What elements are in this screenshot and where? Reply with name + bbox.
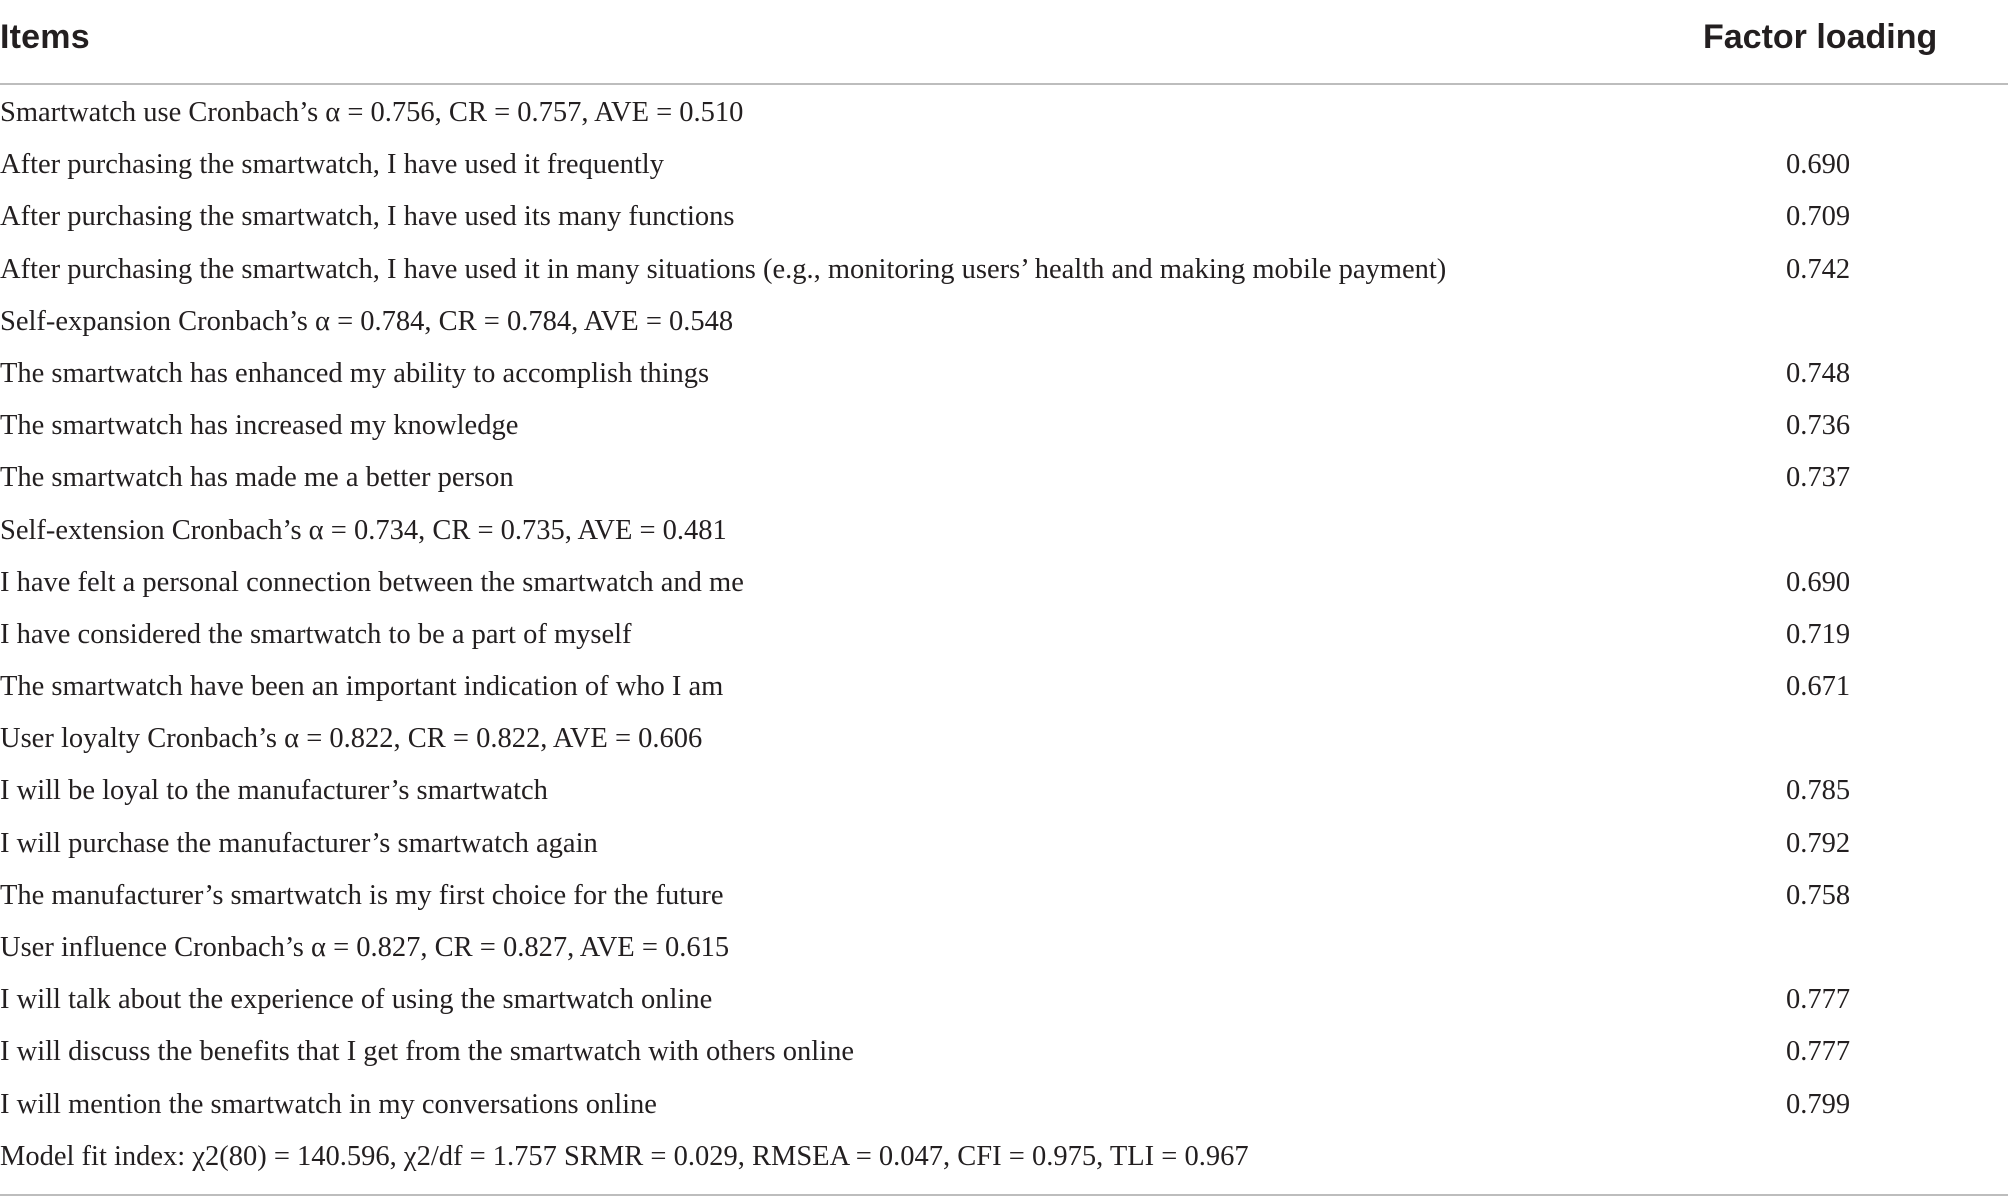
section-row-user-influence [0,924,2008,976]
row-text: The smartwatch has made me a better person [0,462,514,494]
table-row [0,454,2008,506]
row-text: The manufacturer’s smartwatch is my first choice for the future [0,879,724,911]
row-value: 0.719 [1786,618,1851,650]
row-value: 0.748 [1786,357,1851,389]
row-text: Self-extension Cronbach’s α = 0.734, CR = 0.735, AVE = 0.481 [0,514,727,546]
row-text: I have felt a personal connection between the smartwatch and me [0,566,744,598]
section-row-smartwatch-use [0,89,2008,141]
table-row [0,141,2008,193]
row-text: User influence Cronbach’s α = 0.827, CR = 0.827, AVE = 0.615 [0,932,730,963]
row-text: The smartwatch have been an important indication of who I am [0,671,724,703]
row-value: 0.690 [1786,149,1851,181]
row-text: After purchasing the smartwatch, I have used its many functions [0,201,735,233]
model-fit-text: Model fit index: χ2(80) = 140.596, χ2/df = 1.757 SRMR = 0.029, RMSEA = 0.047, CFI = 0.975, TLI = 0.967 [0,1140,1249,1172]
row-value: 0.777 [1786,1036,1851,1068]
row-text: User loyalty Cronbach’s α = 0.822, CR = 0.822, AVE = 0.606 [0,723,703,755]
row-value: 0.785 [1786,775,1851,807]
row-value: 0.792 [1786,827,1851,859]
row-text: I will purchase the manufacturer’s smartwatch again [0,827,598,859]
table-row [0,872,2008,924]
table-row [0,559,2008,611]
section-row-self-extension [0,507,2008,559]
row-value: 0.736 [1786,410,1851,442]
row-text: I will be loyal to the manufacturer’s smartwatch [0,775,548,807]
row-text: I have considered the smartwatch to be a part of myself [0,618,632,650]
section-row-self-expansion [0,298,2008,350]
table-row [0,767,2008,819]
table-row [0,402,2008,454]
items-column-header: Items [0,18,90,56]
factor-loading-column-header: Factor loading [1703,18,1938,56]
row-value: 0.671 [1786,671,1851,703]
table-row [0,1081,2008,1133]
row-text: The smartwatch has increased my knowledge [0,410,519,442]
row-text: The smartwatch has enhanced my ability to accomplish things [0,357,710,389]
table-row [0,611,2008,663]
table-row [0,820,2008,872]
row-text: Self-expansion Cronbach’s α = 0.784, CR = 0.784, AVE = 0.548 [0,305,734,337]
row-value: 0.690 [1786,566,1851,598]
table-row [0,193,2008,245]
table-row [0,663,2008,715]
model-fit-row [0,1133,2008,1185]
row-value: 0.709 [1786,201,1851,233]
table-row [0,350,2008,402]
row-text: I will mention the smartwatch in my conversations online [0,1088,657,1120]
row-value: 0.742 [1786,253,1851,285]
table-row [0,246,2008,298]
table-body [0,85,2008,1185]
table-bottom-rule [0,1194,2008,1196]
row-text: I will discuss the benefits that I get from the smartwatch with others online [0,1036,855,1068]
table-row [0,1028,2008,1080]
table-row [0,976,2008,1028]
row-value: 0.799 [1786,1088,1851,1120]
row-value: 0.737 [1786,462,1851,494]
table-header-row [0,0,2008,85]
row-text: After purchasing the smartwatch, I have used it in many situations (e.g., monitoring users’ health and making mobile payment) [0,253,1447,285]
row-text: Smartwatch use Cronbach’s α = 0.756, CR = 0.757, AVE = 0.510 [0,97,744,128]
row-text: I will talk about the experience of using the smartwatch online [0,984,713,1016]
row-value: 0.777 [1786,984,1851,1016]
row-value: 0.758 [1786,879,1851,911]
section-row-user-loyalty [0,715,2008,767]
row-text: After purchasing the smartwatch, I have used it frequently [0,149,664,181]
